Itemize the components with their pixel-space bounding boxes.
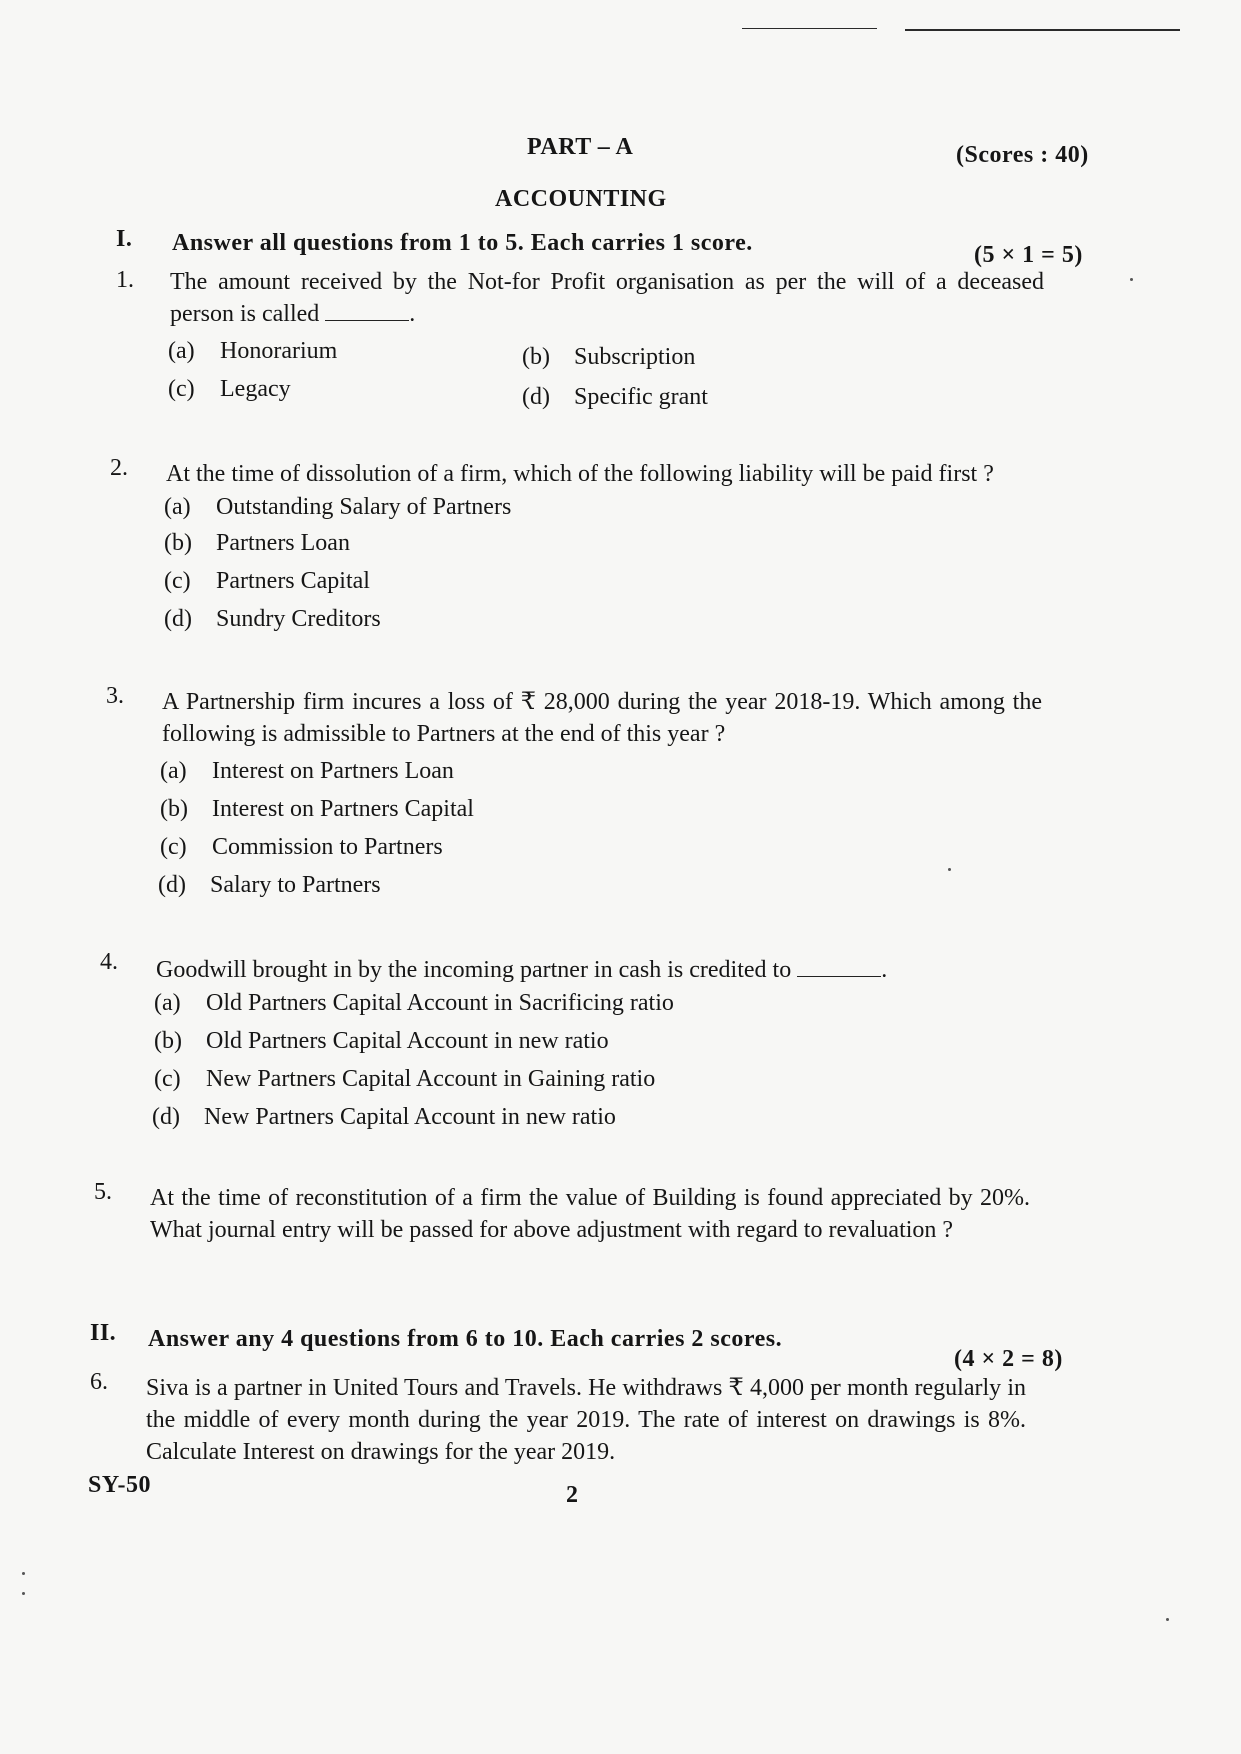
- option-label: (b): [154, 1028, 182, 1054]
- subject-title: ACCOUNTING: [495, 186, 667, 212]
- total-scores: (Scores : 40): [956, 142, 1089, 168]
- option-item: [152, 1104, 616, 1131]
- option-text: New Partners Capital Account in new ratio: [204, 1104, 616, 1130]
- scan-line-artifact: [742, 28, 877, 29]
- question-text: The amount received by the Not-for Profit organisation as per the will of a deceased person is called .: [170, 269, 1044, 327]
- option-item: [160, 834, 443, 861]
- option-text: Partners Capital: [216, 568, 370, 594]
- question-text: At the time of reconstitution of a firm the value of Building is found appreciated by 20%. What journal entry will be passed for above adjustment with regard to revaluation ?: [150, 1185, 1030, 1243]
- option-item: [154, 1066, 655, 1093]
- footer-code: SY-50: [88, 1472, 151, 1498]
- option-text: Commission to Partners: [212, 834, 443, 860]
- option-item: [154, 1028, 609, 1055]
- question-number: 5.: [94, 1179, 112, 1205]
- answer-blank: [797, 975, 881, 977]
- question-text: At the time of dissolution of a firm, which of the following liability will be paid first ?: [166, 461, 994, 487]
- option-item: [164, 606, 381, 633]
- option-text: Honorarium: [220, 338, 338, 364]
- section-marks: (5 × 1 = 5): [974, 242, 1083, 268]
- option-item: [160, 758, 454, 785]
- option-label: (c): [168, 376, 195, 402]
- option-text: Old Partners Capital Account in new ratio: [206, 1028, 609, 1054]
- section-numeral: II.: [90, 1320, 117, 1346]
- option-label: (a): [154, 990, 181, 1016]
- option-text: Old Partners Capital Account in Sacrificing ratio: [206, 990, 674, 1016]
- option-item: [522, 344, 695, 371]
- option-label: (b): [160, 796, 188, 822]
- section-numeral: I.: [116, 226, 133, 252]
- question-number: 3.: [106, 683, 124, 709]
- option-text: Subscription: [574, 344, 696, 370]
- option-item: [168, 338, 337, 365]
- page-number: 2: [566, 1482, 579, 1508]
- question-number: 6.: [90, 1369, 108, 1395]
- option-label: (b): [164, 530, 192, 556]
- option-label: (d): [164, 606, 192, 632]
- question-text: Goodwill brought in by the incoming partner in cash is credited to .: [156, 957, 888, 983]
- scan-speck: [1166, 1618, 1169, 1621]
- answer-blank: [325, 319, 409, 321]
- question-number: 1.: [116, 267, 134, 293]
- question-text: Siva is a partner in United Tours and Travels. He withdraws ₹ 4,000 per month regularly in the middle of every month during the year 2019. The rate of interest on drawings is 8%. Calculate Interest on drawings for the year 2019.: [146, 1375, 1026, 1465]
- option-text: New Partners Capital Account in Gaining ratio: [206, 1066, 656, 1092]
- option-text: Sundry Creditors: [216, 606, 381, 632]
- option-text: Legacy: [220, 376, 291, 402]
- option-item: [154, 990, 674, 1017]
- option-label: (c): [160, 834, 187, 860]
- option-item: [158, 872, 381, 899]
- scan-line-artifact: [905, 29, 1180, 31]
- option-label: (d): [152, 1104, 180, 1130]
- option-text: Specific grant: [574, 384, 708, 410]
- option-item: [164, 568, 370, 595]
- option-item: [168, 376, 291, 403]
- scan-speck: [22, 1592, 25, 1595]
- option-item: [522, 384, 708, 411]
- question-number: 4.: [100, 949, 118, 975]
- option-text: Interest on Partners Capital: [212, 796, 474, 822]
- scan-speck: [1130, 278, 1133, 281]
- option-item: [160, 796, 474, 823]
- option-text: Interest on Partners Loan: [212, 758, 454, 784]
- section-instruction: Answer any 4 questions from 6 to 10. Each carries 2 scores.: [148, 1326, 783, 1352]
- option-label: (a): [160, 758, 187, 784]
- option-item: [164, 530, 350, 557]
- option-label: (a): [164, 494, 191, 520]
- option-label: (b): [522, 344, 550, 370]
- section-marks: (4 × 2 = 8): [954, 1346, 1063, 1372]
- option-label: (a): [168, 338, 195, 364]
- option-label: (c): [164, 568, 191, 594]
- option-label: (c): [154, 1066, 181, 1092]
- option-text: Salary to Partners: [210, 872, 381, 898]
- question-number: 2.: [110, 455, 128, 481]
- option-item: [164, 494, 511, 521]
- option-text: Outstanding Salary of Partners: [216, 494, 512, 520]
- question-text: A Partnership firm incures a loss of ₹ 28,000 during the year 2018-19. Which among the following is admissible to Partners at the end of this year ?: [162, 689, 1042, 747]
- part-title: PART – A: [527, 134, 634, 160]
- section-instruction: Answer all questions from 1 to 5. Each carries 1 score.: [172, 230, 753, 256]
- option-label: (d): [158, 872, 186, 898]
- scan-speck: [948, 868, 951, 871]
- scan-speck: [22, 1572, 25, 1575]
- option-text: Partners Loan: [216, 530, 350, 556]
- option-label: (d): [522, 384, 550, 410]
